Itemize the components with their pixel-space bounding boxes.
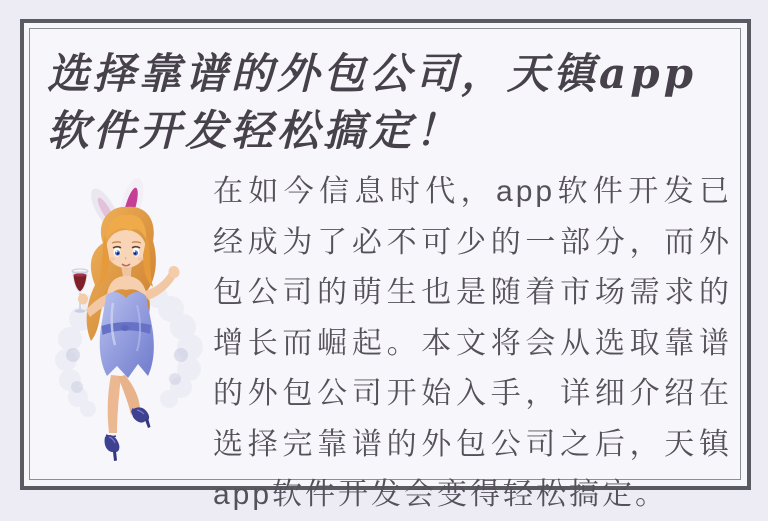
hand: [78, 294, 88, 305]
article-content: [30, 29, 740, 511]
bunny-girl-illustration: [53, 165, 205, 471]
legs: [108, 375, 140, 433]
dress-icon: [100, 292, 154, 378]
fur-boa-right-icon: [146, 286, 203, 408]
article-row: [47, 165, 732, 521]
article-body: 在如今信息时代，app软件开发已经成为了必不可少的一部分，而外包公司的萌生也是随着市场需求的增长而崛起。本文将会从选取靠谱的外包公司开始入手，详细介绍在选择完靠谱的外包公司之后，天镇app软件开发会变得轻松搞定。: [213, 175, 732, 511]
page-frame: [20, 19, 751, 511]
inner-frame: [29, 28, 741, 511]
bunny-girl-icon: [53, 165, 205, 471]
article-title: 选择靠谱的外包公司，天镇app软件开发轻松搞定！: [47, 49, 697, 155]
